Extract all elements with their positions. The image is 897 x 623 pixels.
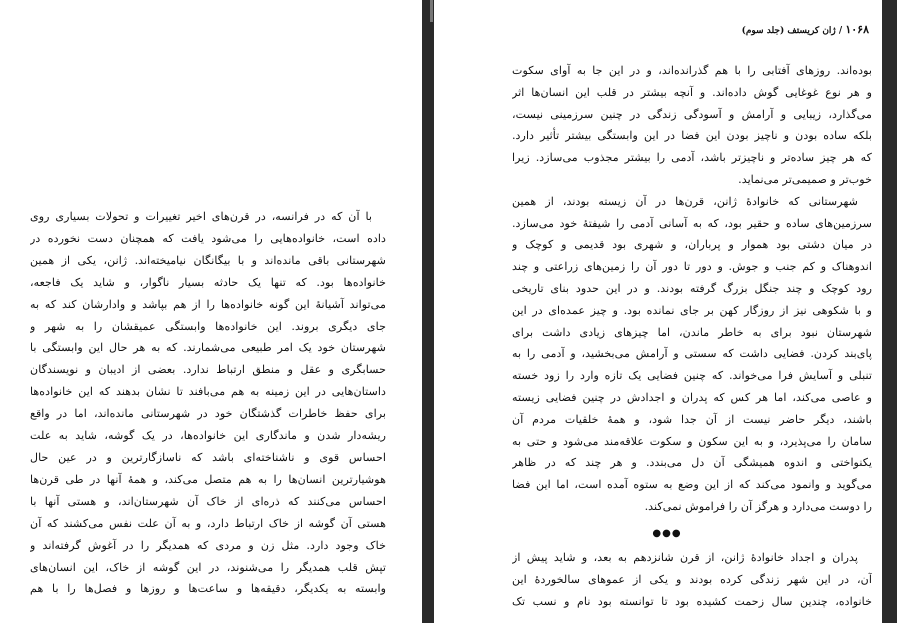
- text-line: احساس می‌کنند که ذره‌ای از خاک آن شهرستان‌اند، و هستی آنها با: [30, 494, 386, 508]
- text-line: شهرستان خود یک امر طبیعی می‌شمارند. که به هر حال این وابستگی با: [30, 341, 386, 355]
- text-line: خاک وجود دارد. مثل زن و مردی که همدیگر را در آغوش گرفته‌اند و: [30, 538, 386, 552]
- text-line: باشند، دیگر حاضر نیست از آن جدا شود، و همهٔ خلقیات مردم آن: [512, 412, 872, 426]
- text-line: و با شکوهی نیز از روزگار کهن بر جای نمانده بود. و چیز عمده‌ای در این: [512, 303, 872, 317]
- text-line: داده است، خانواده‌هایی را می‌شود یافت که همچنان دست نخورده در: [30, 231, 386, 245]
- book-title: ژان کریستف (جلد سوم): [741, 26, 836, 36]
- text-line: با آن که در فرانسه، در قرن‌های اخیر تغییرات و تحولات بسیاری روی: [30, 210, 372, 223]
- text-line: می‌گذارد، زیبایی و آرامش و آسودگی زندگی در چنین سرزمینی نیست،: [512, 107, 872, 121]
- text-line: پدران و اجداد خانوادهٔ ژانن، از قرن شانزدهم به بعد، و شاید پیش از: [512, 551, 858, 564]
- text-line: در میان دشتی بود هموار و پرباران، و شهری بود قدیمی و کوچک و: [512, 238, 872, 252]
- text-line: می‌تواند آشیانهٔ این گونه خانواده‌ها را از هم بپاشد و وادارشان کند که به: [30, 297, 386, 311]
- text-line: بوده‌اند. روزهای آفتابی را با هم گذرانده‌اند، و در این جا به آوای سکوت: [512, 64, 872, 77]
- right-page-text-block-2: [512, 547, 872, 612]
- text-line: خوب‌تر و صمیمی‌تر می‌نماید.: [738, 172, 872, 186]
- text-line: رود کوچک و چند جنگل بزرگ گرفته بودند. و در این حدود بنای تاریخی: [512, 281, 872, 295]
- right-page-edge: [882, 0, 897, 623]
- text-line: بلکه ساده بودن و ناچیز بودن این فضا در این وابستگی بیشتر تأثیر دارد.: [512, 129, 872, 143]
- text-line: حسابگری و عقل و منطق ارتباط ندارد. بعضی از ادیبان و نویسندگان: [30, 363, 386, 377]
- text-line: تنبلی و آسایش فرا می‌خواند. که چنین فضایی یک تازه وارد را زود خسته: [512, 369, 872, 383]
- text-line: جای دیگری بروند. این خانواده‌ها وابستگی عمیقشان را به شهر و: [30, 319, 386, 333]
- text-line: و هر نوع غوغایی گوش داده‌اند. و آنچه بیشتر در قلب این انسان‌ها اثر: [512, 85, 872, 99]
- header-separator: /: [838, 26, 843, 36]
- section-separator: ●●●: [652, 528, 682, 539]
- text-line: خانواده، چندین سال زحمت کشیده بود تا توانسته بود نام و نسب تک: [512, 594, 872, 608]
- left-page-text-block: [30, 206, 386, 600]
- text-line: اندوهناک و کم جنب و جوش. و دور تا دور آن را زمین‌های زراعتی و چند: [512, 260, 872, 274]
- text-line: داستان‌هایی در این زمینه به هم می‌بافند تا نشان بدهند که این خانواده‌ها: [30, 385, 386, 399]
- right-page-text-block: [512, 60, 872, 518]
- text-line: ریشه‌دار شدن و ماندگاری این خانواده‌ها، در یک گوشه، شاید به علت: [30, 429, 386, 443]
- text-line: و عاصی می‌کند، اما هر کس که پدران و اجدادش در چنین فضایی زیسته: [512, 390, 872, 404]
- text-line: هستی آن گوشه از خاک ارتباط دارد، و به آن علت نفس می‌کشند که آن: [30, 516, 386, 530]
- right-book-page: [434, 0, 882, 623]
- text-line: هوشیارترین انسان‌ها را به هم متصل می‌کند، و همهٔ آنها در طی قرن‌ها: [30, 472, 386, 486]
- text-line: برای حفظ خاطرات گذشتگان خود در شهرستانی مانده‌اند، اما در واقع: [30, 407, 386, 421]
- text-line: که هر چیز ساده‌تر و ناچیزتر باشد، آدمی را بیشتر مجذوب می‌سازد. زیرا: [512, 151, 872, 165]
- text-line: خانواده‌ها بود. که تنها یک حادثه بسیار ناگوار، و شاید یک فاجعه،: [30, 275, 386, 289]
- text-line: یکنواختی و اندوه همیشگی آن دل می‌بندد. و هر چند که در ظاهر: [512, 456, 872, 470]
- text-line: شهرستانی باقی مانده‌اند و با بیگانگان نیامیخته‌اند. ژانن، یکی از همین: [30, 253, 386, 267]
- page-number: ۱۰۶۸: [845, 23, 869, 36]
- text-line: پای‌بند کردن. فضایی داشت که سستی و آرامش می‌بخشید، و آدمی را به: [512, 347, 872, 361]
- gutter-mark: [430, 0, 433, 22]
- text-line: آن، در این شهر زندگی کرده بودند و یکی از عموهای سالخوردهٔ این: [512, 572, 872, 586]
- text-line: سامان را می‌پذیرد، و به این سکون و سکوت علاقه‌مند می‌شود و حتی به: [512, 434, 872, 448]
- text-line: شهرستانی که خانوادهٔ ژانن، قرن‌ها در آن زیسته بودند، از همین: [512, 194, 858, 208]
- running-header: [729, 23, 869, 36]
- text-line: سرزمین‌های ساده و حقیر بود، که به آسانی آدمی را شیفتهٔ خود می‌سازد.: [512, 216, 872, 230]
- book-gutter: [422, 0, 434, 623]
- text-line: شهرستان نبود برای به خاطر ماندن، اما چیزهای زیادی داشت برای: [512, 325, 872, 339]
- text-line: می‌گوید و وانمود می‌کند که از این وضع به ستوه آمده است، اما این فضا: [512, 478, 872, 492]
- text-line: را دوست می‌دارد و هرگز آن را فراموش نمی‌کند.: [644, 499, 872, 513]
- left-book-page: [0, 0, 422, 623]
- text-line: احساس قوی و ناشناخته‌ای باشد که ناسازگارترین و در عین حال: [30, 450, 386, 464]
- text-line: وابسته به یکدیگر، دقیقه‌ها و ساعت‌ها و روزها و فصل‌ها را با هم: [30, 582, 386, 596]
- text-line: تپش قلب همدیگر را می‌شنوند، در این گوشه از خاک، این انسان‌های: [30, 560, 386, 574]
